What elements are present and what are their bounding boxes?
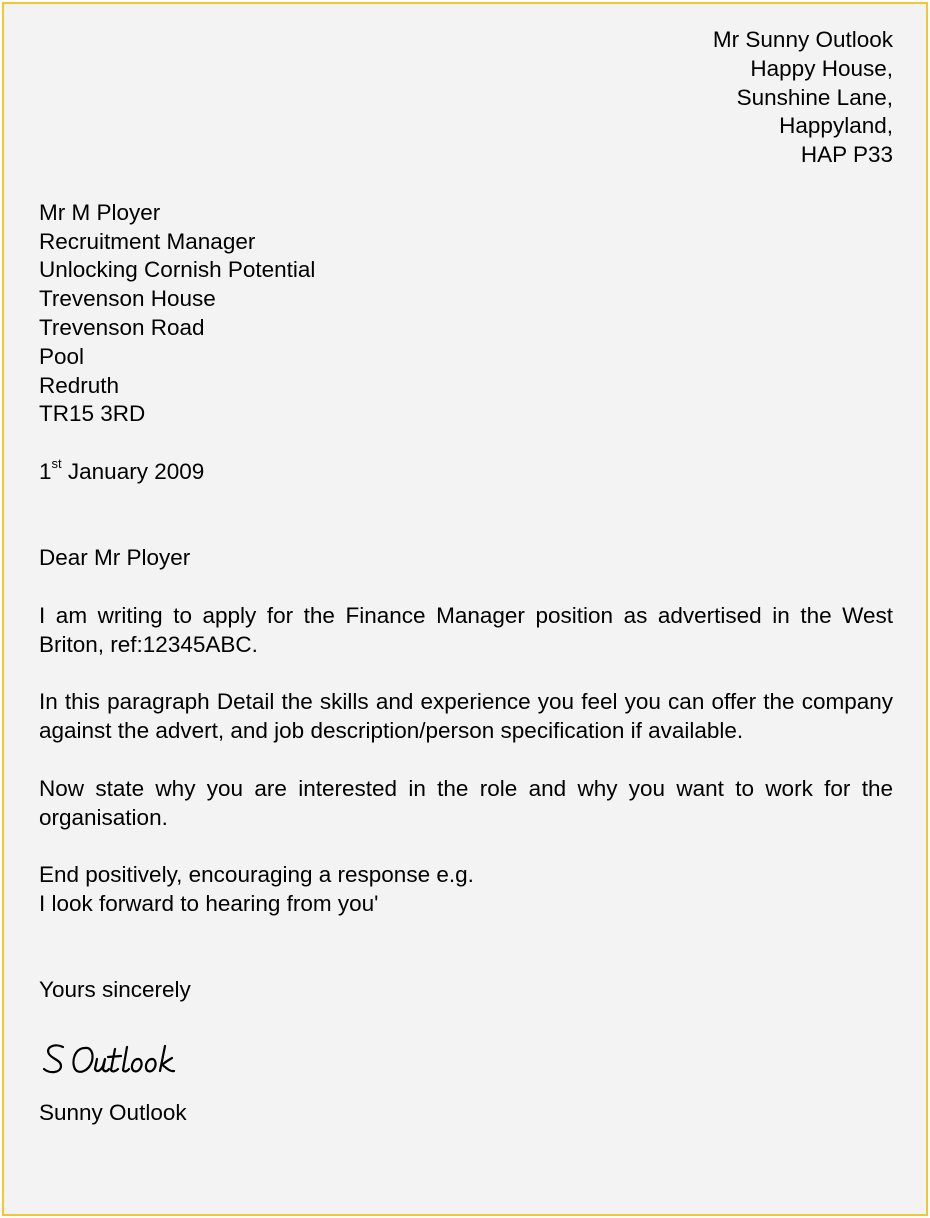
sender-address [39,26,893,170]
sender-address-line: Sunshine Lane, [736,84,893,110]
body-paragraph-3: Now state why you are interested in the role and why you want to work for the organisation. [39,775,893,830]
date-month-year: January 2009 [67,458,205,484]
recipient-organisation: Unlocking Cornish Potential [39,257,316,283]
recipient-title: Recruitment Manager [39,228,256,254]
sender-address-line: Happyland, [779,113,893,139]
date-day: 1 [39,458,52,484]
recipient-name: Mr M Ployer [39,199,161,225]
recipient-address-line: Trevenson Road [39,314,205,340]
recipient-address-line: Pool [39,343,85,369]
salutation: Dear Mr Ployer [39,545,191,571]
body-paragraph-1: I am writing to apply for the Finance Manager position as advertised in the West Briton, ref:12345ABC. [39,602,893,657]
recipient-address [39,199,893,429]
sender-postcode: HAP P33 [800,142,893,168]
sender-address-line: Happy House, [750,55,893,81]
date-ordinal: st [51,456,62,472]
recipient-address-line: Trevenson House [39,286,216,312]
body-paragraph-4 [39,861,893,919]
body-paragraph-2: In this paragraph Detail the skills and experience you feel you can offer the company against the advert, and job description/person specification if available. [39,689,893,744]
recipient-address-line: Redruth [39,372,120,398]
letter-date [39,458,893,487]
signed-name: Sunny Outlook [39,1100,187,1126]
closing-paragraph-line: I look forward to hearing from you' [39,890,379,916]
letter-body [39,26,893,1128]
recipient-postcode: TR15 3RD [39,401,146,427]
page-frame [2,2,928,1216]
signature-graphic [41,1039,191,1079]
handwritten-signature [41,1039,893,1079]
closing-paragraph-line: End positively, encouraging a response e.g. [39,862,474,888]
complimentary-close: Yours sincerely [39,977,191,1003]
sender-name: Mr Sunny Outlook [712,27,893,52]
